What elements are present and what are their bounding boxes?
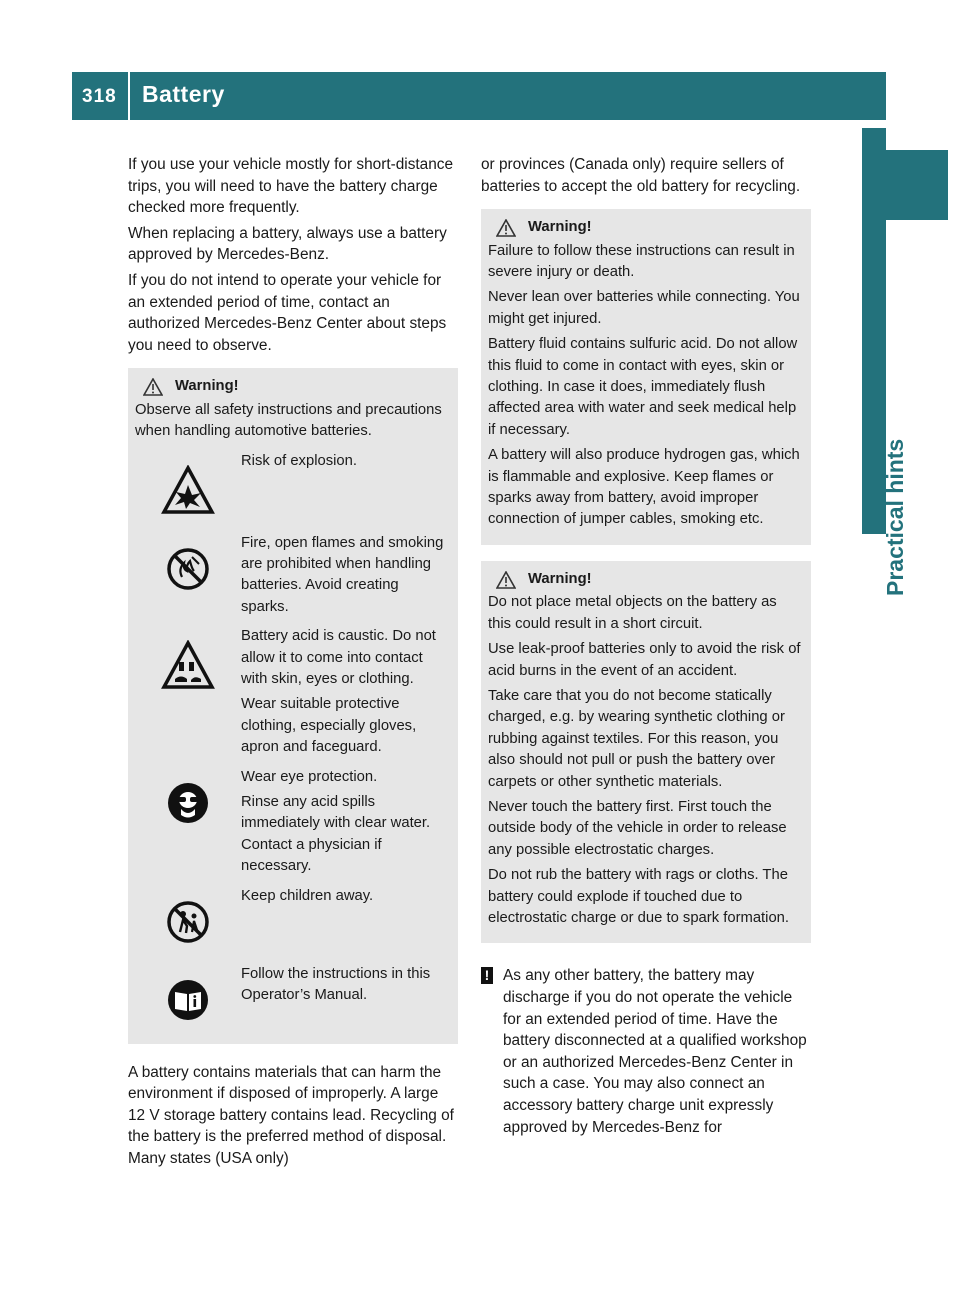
warning-title-row [488, 569, 803, 590]
warning-box-static [481, 561, 811, 944]
warning-title: Warning! [175, 378, 239, 395]
symbol-row [135, 533, 450, 623]
warning-title: Warning! [528, 219, 592, 236]
symbol-row [135, 886, 450, 960]
warning-paragraph: Do not place metal objects on the battery as this could result in a short circuit. [488, 594, 777, 632]
no-fire-icon [135, 533, 241, 623]
page-header [72, 72, 886, 120]
warning-paragraph: Battery fluid contains sulfuric acid. Do not allow this fluid to come in contact with eyes, skin or clothing. In case it does, immediately flush affected area with water and seek medical help if necessary. [488, 336, 798, 438]
warning-triangle-icon [143, 378, 163, 396]
symbol-row [135, 451, 450, 529]
symbol-text: Keep children away. [241, 887, 374, 904]
exclamation-icon: ! [481, 967, 493, 984]
note-block [481, 965, 811, 1138]
keep-children-away-icon [135, 886, 241, 960]
symbol-text: Wear eye protection. [241, 768, 378, 785]
warning-paragraph: A battery will also produce hydrogen gas, which is flammable and explosive. Keep flames or sparks away from battery, avoid improper connection of jumper cables, smoking etc. [488, 447, 800, 528]
page-title: Battery [142, 81, 225, 107]
paragraph: If you use your vehicle mostly for short-distance trips, you will need to have the battery charge checked more frequently. [128, 156, 454, 217]
corrosive-warning-icon [135, 626, 241, 762]
paragraph: A battery contains materials that can harm the environment if disposed of improperly. A large 12 V storage battery contains lead. Recycling of the battery is the preferred method of disposal. Many states (USA only) [128, 1063, 454, 1168]
warning-title: Warning! [528, 570, 592, 587]
warning-box-symbols [128, 368, 458, 1043]
symbol-row [135, 626, 450, 762]
side-tab-square [878, 150, 948, 220]
symbol-text: Follow the instructions in this Operator’s Manual. [241, 965, 431, 1004]
paragraph: or provinces (Canada only) require sellers of batteries to accept the old battery for recycling. [481, 156, 801, 195]
symbol-text: Battery acid is caustic. Do not allow it to come into contact with skin, eyes or clothing. [241, 628, 436, 687]
warning-paragraph: Do not rub the battery with rags or cloths. The battery could explode if touched due to electrostatic charge or due to spark formation. [488, 867, 790, 926]
left-column [128, 154, 458, 1174]
explosion-warning-icon [135, 451, 241, 529]
warning-paragraph: Never touch the battery first. First touch the outside body of the vehicle in order to release any possible electrostatic charges. [488, 798, 787, 858]
read-manual-icon [135, 964, 241, 1022]
paragraph: When replacing a battery, always use a battery approved by Mercedes-Benz. [128, 224, 447, 264]
warning-paragraph: Failure to follow these instructions can result in severe injury or death. [488, 242, 795, 280]
symbol-text: Wear suitable protective clothing, especially gloves, apron and faceguard. [241, 696, 417, 756]
warning-title-row [488, 217, 803, 238]
symbol-text: Fire, open flames and smoking are prohibited when handling batteries. Avoid creating sparks. [241, 534, 444, 615]
paragraph: If you do not intend to operate your vehicle for an extended period of time, contact an authorized Mercedes-Benz Center about steps you need to observe. [128, 271, 447, 354]
warning-intro: Observe all safety instructions and precautions when handling automotive batteries. [135, 401, 442, 440]
warning-box-general [481, 209, 811, 545]
symbol-text: Risk of explosion. [241, 452, 357, 469]
side-tab-label: Practical hints [882, 438, 908, 596]
header-divider [128, 72, 130, 120]
symbol-row [135, 964, 450, 1022]
right-column [481, 154, 811, 1138]
warning-triangle-icon [496, 219, 516, 237]
note-text: As any other battery, the battery may discharge if you do not operate the vehicle for an extended period of time. Have the battery disconnected at a qualified workshop or an authorized Mercedes-Benz Center in such a case. You may also connect an accessory battery charge unit expressly approved by Mercedes-Benz for [503, 967, 807, 1136]
symbol-text: Rinse any acid spills immediately with clear water. Contact a physician if necessary. [241, 794, 431, 875]
warning-paragraph: Never lean over batteries while connecting. You might get injured. [488, 289, 800, 327]
page-number: 318 [82, 86, 117, 107]
warning-paragraph: Take care that you do not become statically charged, e.g. by wearing synthetic clothing or rubbing against textiles. For this reason, you also should not pull or push the battery over carpets or other synthetic materials. [488, 687, 785, 790]
eye-protection-icon [135, 767, 241, 882]
symbol-row [135, 767, 450, 882]
warning-paragraph: Use leak-proof batteries only to avoid the risk of acid burns in the event of an accident. [488, 641, 801, 679]
warning-title-row [135, 376, 450, 397]
warning-triangle-icon [496, 571, 516, 589]
